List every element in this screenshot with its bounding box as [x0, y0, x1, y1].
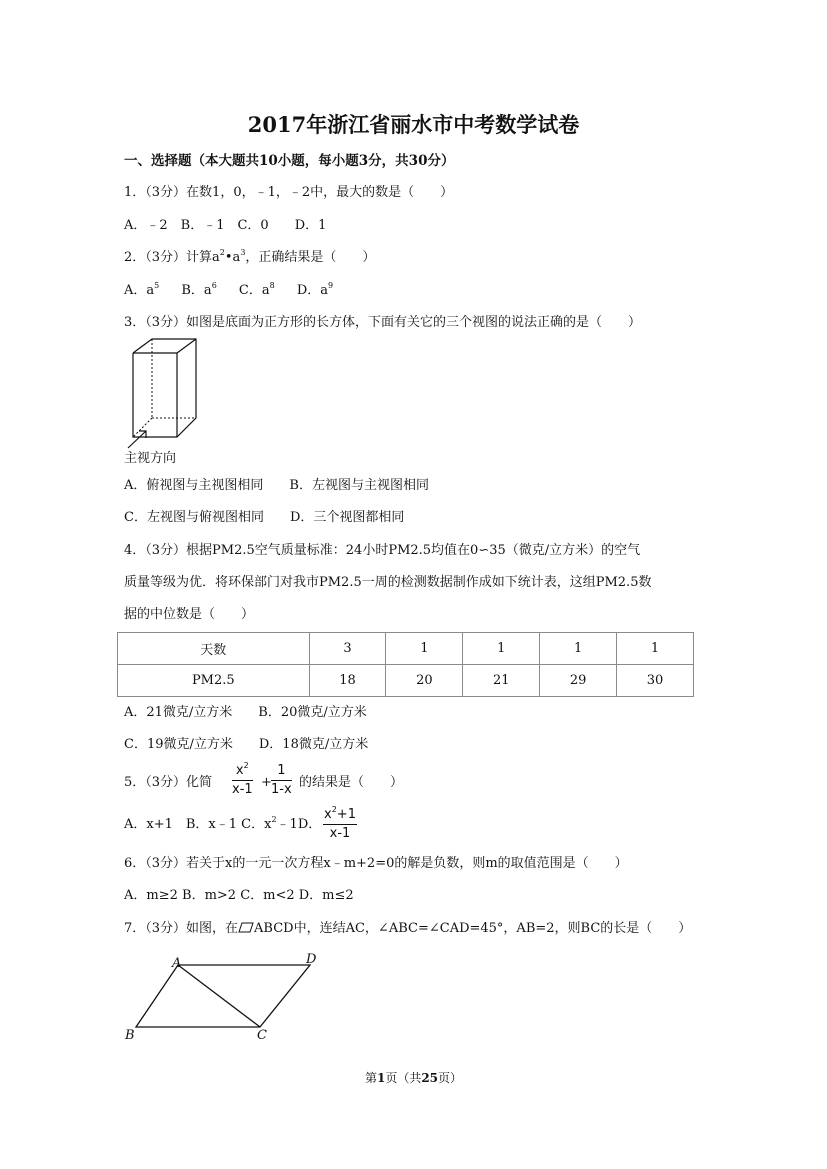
vertex-label-d: D — [306, 952, 317, 967]
table-row — [118, 665, 694, 697]
vertex-label-c: C — [257, 1028, 267, 1043]
question-4-options-row2: C．19微克/立方米 D．18微克/立方米 — [124, 737, 369, 752]
table-cell: 30 — [617, 665, 694, 697]
question-4-line3: 据的中位数是（ ） — [124, 607, 255, 622]
question-5-options: A．x+1 B．x﹣1 C．$x^2﹣1D$． — [124, 815, 322, 832]
pm25-table — [117, 632, 694, 697]
table-cell: PM2.5 — [118, 665, 310, 697]
question-5-stem-post: 的结果是（ ） — [299, 775, 404, 790]
current-page-number: 1 — [376, 1071, 386, 1085]
plus-sign: + — [261, 775, 272, 790]
page-footer: 第1页（共25页） — [364, 1071, 463, 1085]
question-6-options: A．m≥2 B．m>2 C．m<2 D．m≤2 — [124, 888, 354, 903]
question-1-stem: 1．（3分）在数1，0，﹣1，﹣2中，最大的数是（ ） — [124, 185, 454, 200]
vertex-label-b: B — [125, 1028, 135, 1043]
question-3-options-row2: C．左视图与俯视图相同 D．三个视图都相同 — [124, 510, 405, 525]
table-cell: 1 — [463, 633, 540, 665]
table-cell: 29 — [540, 665, 617, 697]
figure-caption: 主视方向 — [124, 451, 177, 466]
table-cell: 21 — [463, 665, 540, 697]
question-3-stem: 3．（3分）如图是底面为正方形的长方体，下面有关它的三个视图的说法正确的是（ ） — [124, 315, 642, 330]
section-heading: 一、选择题（本大题共10小题，每小题3分，共30分） — [124, 153, 455, 169]
fraction-1: $\frac{x^2}{x-1}$ — [232, 761, 253, 797]
vertex-label-a: A — [172, 956, 182, 971]
question-6-stem: 6．（3分）若关于x的一元一次方程x﹣m+2=0的解是负数，则m的取值范围是（ ） — [124, 856, 628, 871]
table-cell: 18 — [309, 665, 386, 697]
table-cell: 天数 — [118, 633, 310, 665]
table-cell: 1 — [617, 633, 694, 665]
question-7-stem: 7．（3分）如图，在 ABCD中，连结AC，∠ABC=∠CAD=45°，AB=2，则BC的长是（ ） — [124, 921, 692, 936]
question-4-options-row1: A．21微克/立方米 B．20微克/立方米 — [124, 705, 367, 720]
total-page-count: 25 — [421, 1071, 439, 1085]
question-3-options-row1: A．俯视图与主视图相同 B．左视图与主视图相同 — [124, 478, 429, 493]
table-cell: 1 — [386, 633, 463, 665]
table-row — [118, 633, 694, 665]
question-4-line2: 质量等级为优．将环保部门对我市PM2.5一周的检测数据制作成如下统计表，这组PM2.5数 — [124, 575, 652, 590]
fraction-option-d: $\frac{x^2+1}{x-1}$ — [324, 805, 356, 841]
question-4-line1: 4．（3分）根据PM2.5空气质量标准：24小时PM2.5均值在0∽35（微克/立方米）的空气 — [124, 543, 641, 558]
fraction-2: $\frac{1}{1-x}$ — [271, 763, 292, 797]
cuboid-figure — [122, 336, 212, 446]
table-cell: 20 — [386, 665, 463, 697]
question-2-options: A．$a^5$ B．$a^6$ C．$a^8$ D．$a^9$ — [124, 281, 334, 298]
question-5-stem-pre: 5．（3分）化简 — [124, 775, 213, 790]
table-cell: 3 — [309, 633, 386, 665]
parallelogram-symbol-icon — [238, 922, 254, 933]
question-2-stem: 2．（3分）计算$a^2•a^3$，正确结果是（ ） — [124, 248, 376, 265]
table-cell: 1 — [540, 633, 617, 665]
question-1-options: A．﹣2 B．﹣1 C．0 D．1 — [124, 218, 327, 233]
page-title: 2017年浙江省丽水市中考数学试卷 — [247, 112, 580, 137]
parallelogram-figure — [120, 952, 330, 1047]
